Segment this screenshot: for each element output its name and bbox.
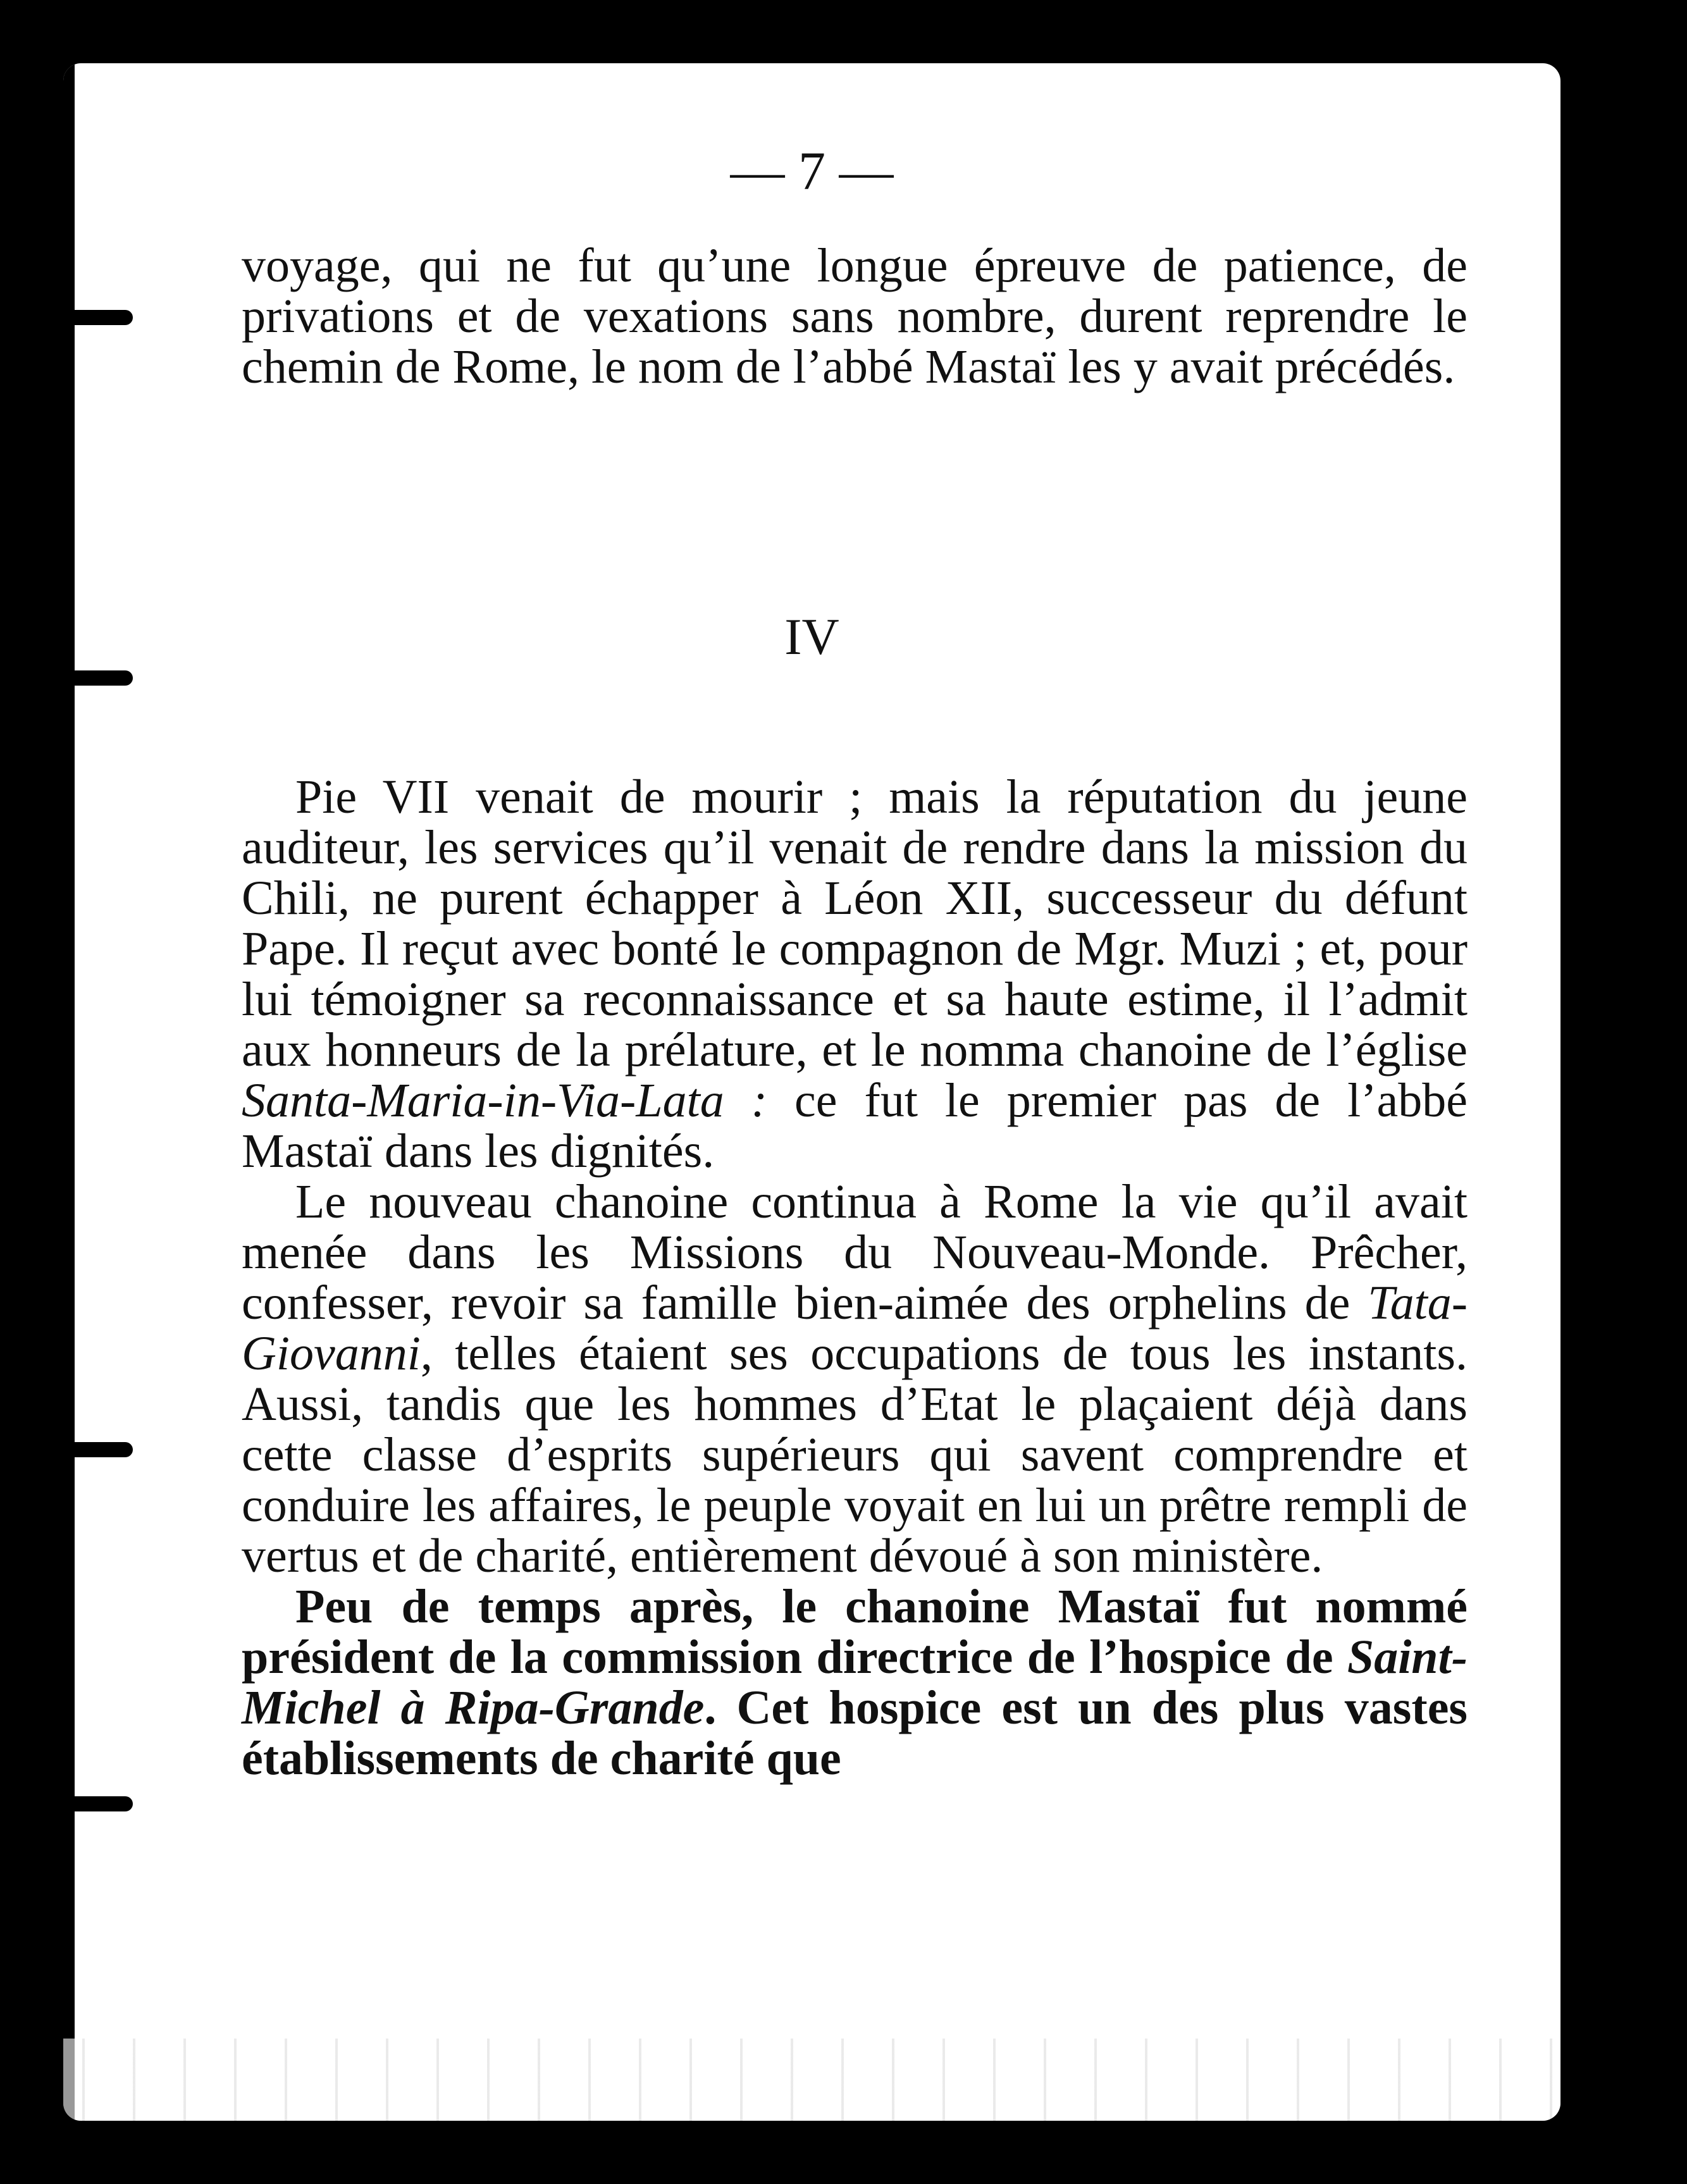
main-text — [242, 772, 1468, 1784]
paragraph-1-text: Pie VII venait de mourir ; mais la réputation du jeune auditeur, les services qu’il venait de rendre dans la mission du Chili, ne purent échapper à Léon XII, successeur du défunt Pape. Il reçut avec bonté le compagnon de Mgr. Muzi ; et, pour lui témoigner sa reconnaissance et sa haute estime, il l’admit aux honneurs de la prélature, et le nomma chanoine de l’église — [242, 770, 1468, 1077]
continuation-paragraph — [242, 240, 1468, 392]
church-name: Santa-Maria-in-Via-Lata : — [242, 1074, 768, 1127]
binding-stitch — [63, 1796, 133, 1811]
paragraph-1 — [242, 772, 1468, 1176]
paragraph-2-text: Le nouveau chanoine continua à Rome la vie qu’il avait menée dans les Missions du Nouveau-Monde. Prêcher, confesser, revoir sa famille bien-aimée des orphelins de — [242, 1175, 1468, 1330]
paragraph-3-text: Peu de temps après, le chanoine Mastaï fut nommé président de la commission directrice de l’hospice de — [242, 1580, 1468, 1684]
continuation-text: voyage, qui ne fut qu’une longue épreuve de patience, de privations et de vexations sans nombre, durent reprendre le chemin de Rome, le nom de l’abbé Mastaï les y avait précédés. — [242, 239, 1468, 393]
paragraph-3-end: . Cet hospice est un des plus vastes établissements de charité que — [242, 1681, 1468, 1785]
paragraph-1-end: ce fut le premier pas de l’abbé Mastaï dans les dignités. — [242, 1074, 1468, 1178]
binding-stitch — [63, 310, 133, 325]
paragraph-3 — [242, 1581, 1468, 1784]
binding-stitch — [63, 670, 133, 686]
binding-stitch — [63, 1442, 133, 1457]
paragraph-2-end: , telles étaient ses occupations de tous les instants. Aussi, tandis que les hommes d’Etat le plaçaient déjà dans cette classe d’esprits supérieurs qui savent comprendre et conduire les affaires, le peuple voyait en lui un prêtre rempli de vertus et de charité, entièrement dévoué à son ministère. — [242, 1327, 1468, 1582]
book-page — [63, 63, 1560, 2121]
binding-edge — [63, 63, 75, 2121]
hospice-name: Saint-Michel à Ripa-Grande — [242, 1631, 1468, 1734]
paragraph-2 — [242, 1176, 1468, 1581]
orphanage-name: Tata-Giovanni — [242, 1276, 1468, 1380]
page-number: — 7 — — [730, 140, 894, 201]
section-heading: IV — [784, 608, 839, 665]
page-bottom-edge — [63, 2039, 1560, 2121]
